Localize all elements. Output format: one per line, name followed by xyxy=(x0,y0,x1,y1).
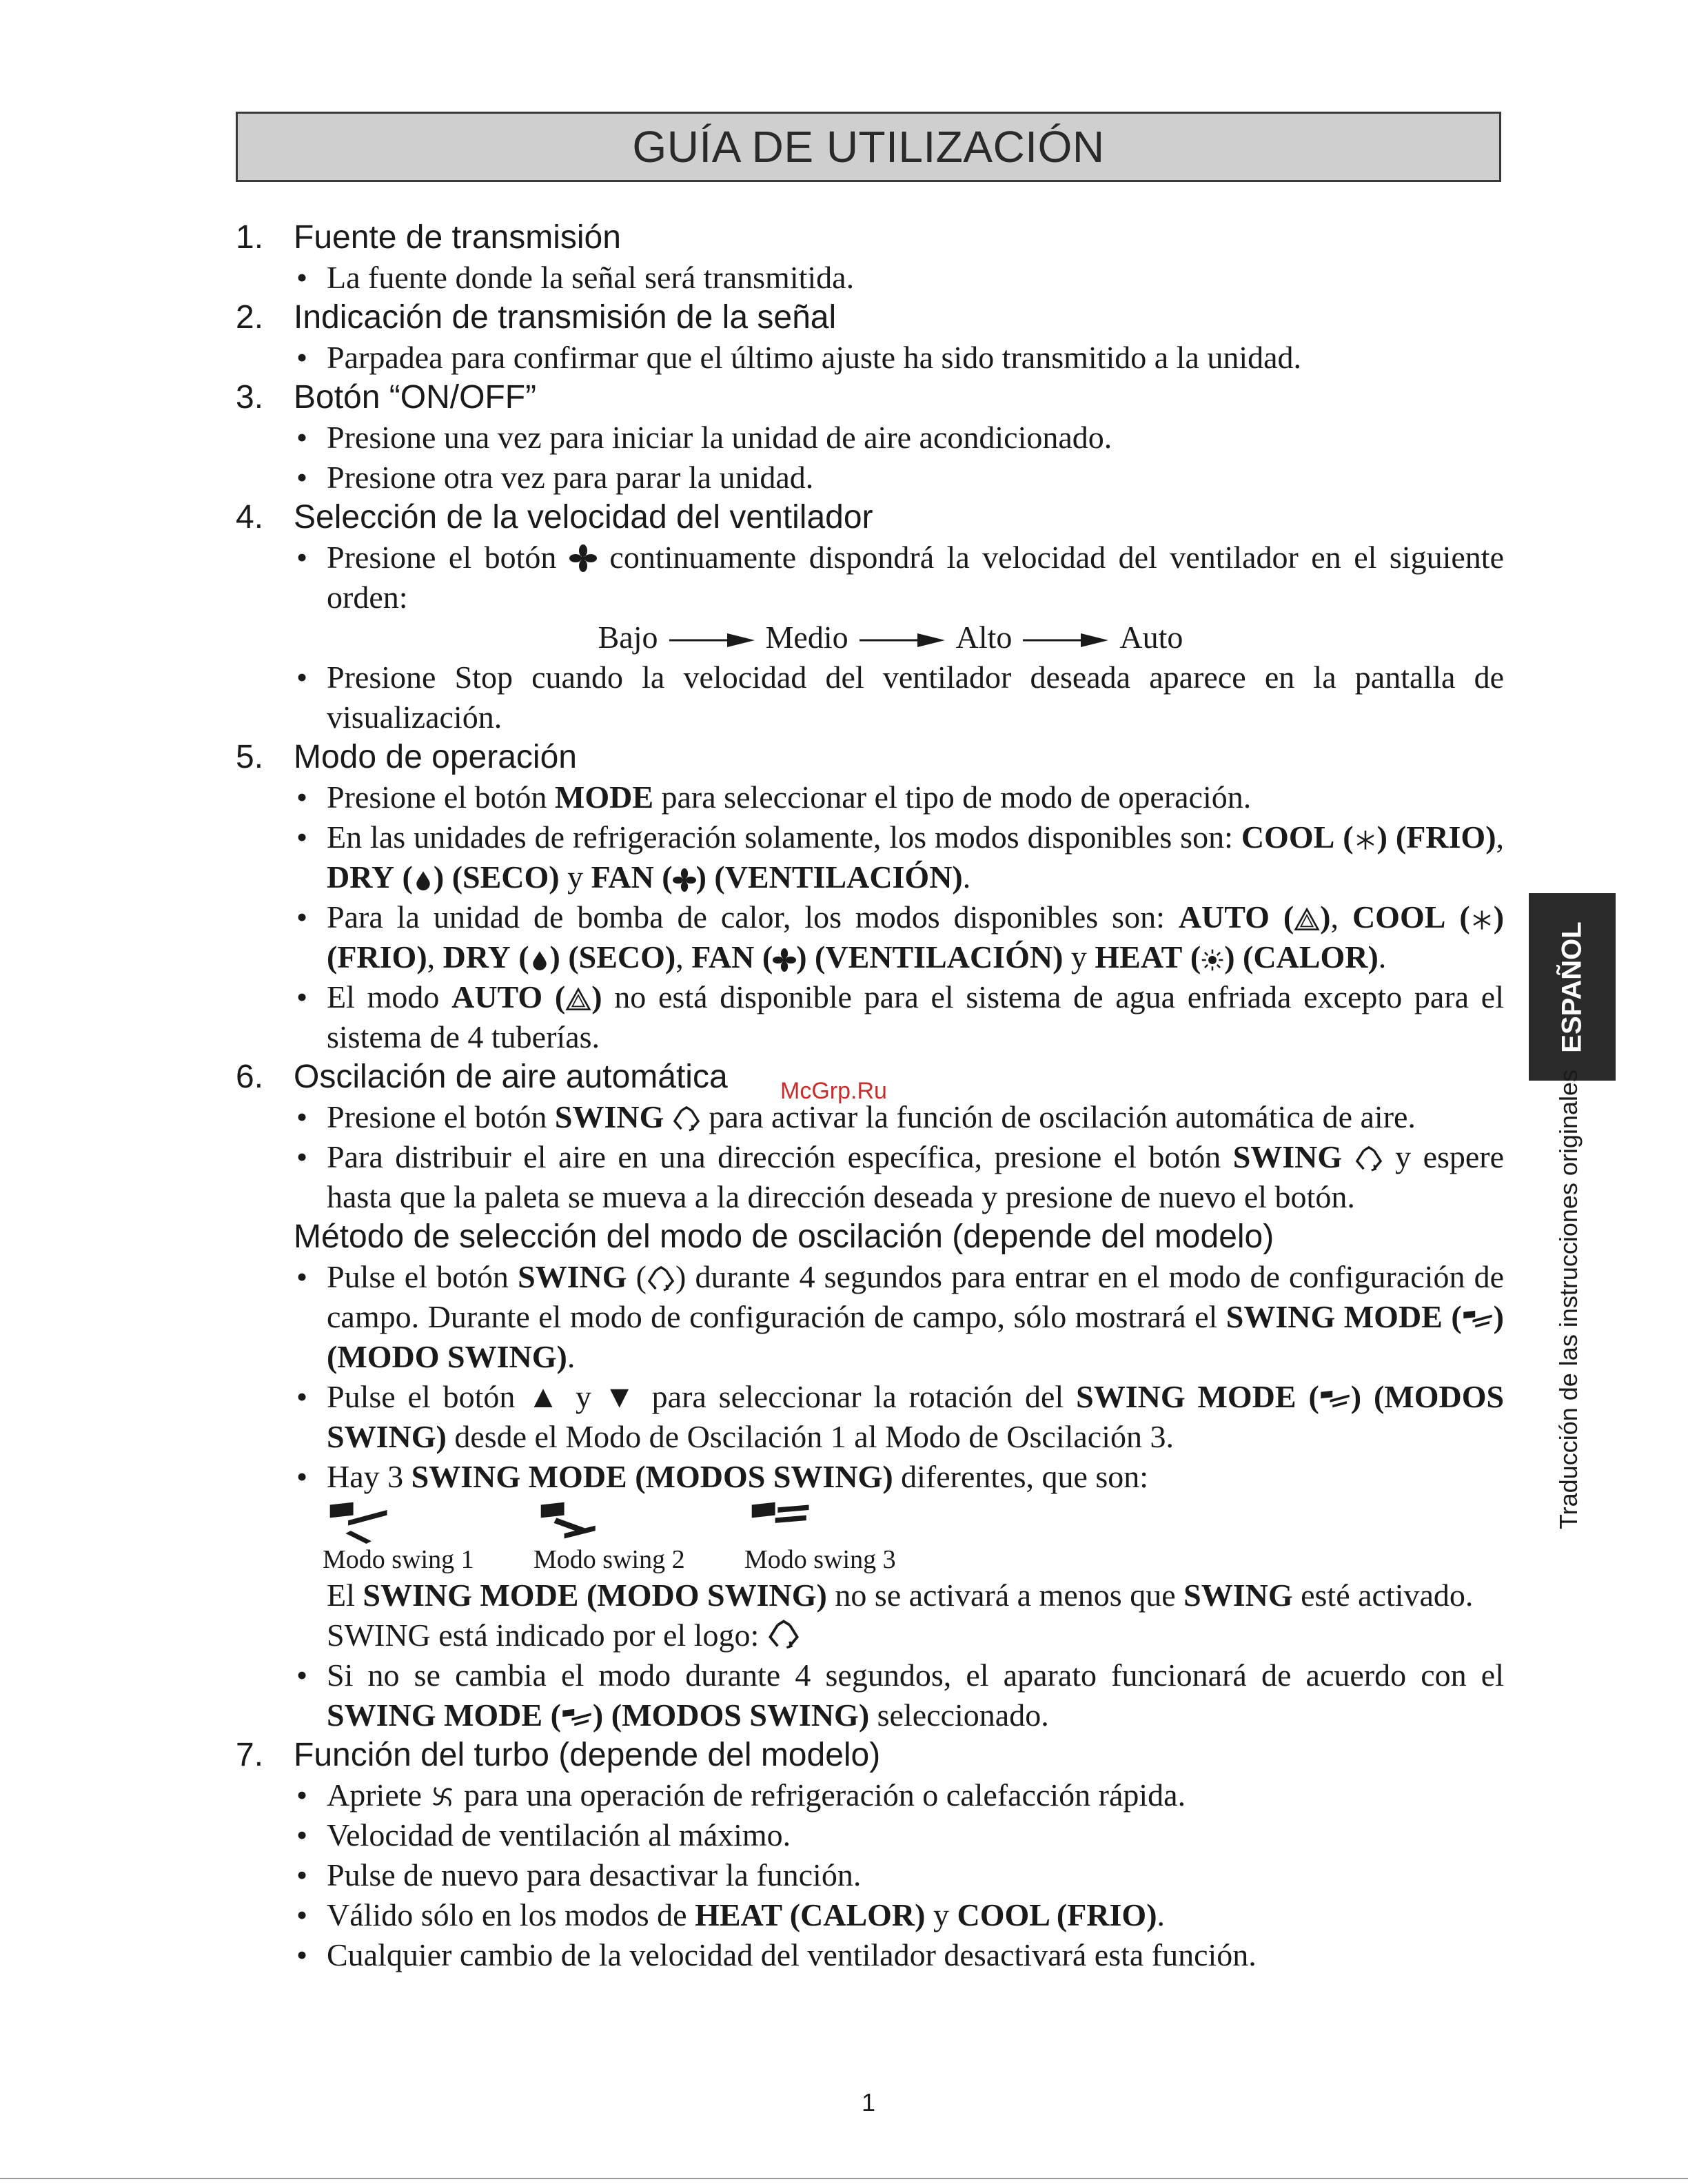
louver-icon xyxy=(1462,1309,1494,1331)
louver-icon xyxy=(1319,1389,1351,1411)
modos-swing-label: (MODOS SWING) xyxy=(327,1379,1505,1454)
cool-frio-label: COOL (FRIO) xyxy=(957,1897,1157,1932)
cool-label: COOL xyxy=(1352,899,1446,935)
swing-note-paragraph xyxy=(236,1575,1504,1615)
bullet-item xyxy=(236,538,1504,618)
text-run: y espere hasta que la paleta se mueva a la dirección deseada y presione de nuevo el botón. xyxy=(327,1139,1505,1214)
bullet-item: • Pulse de nuevo para desactivar la función. xyxy=(236,1855,1504,1895)
section-7-bullets xyxy=(236,1775,1504,1975)
page-title-box xyxy=(236,112,1501,182)
section-4-heading xyxy=(236,498,1504,538)
text-run: El modo xyxy=(327,979,440,1014)
section-5-bullets xyxy=(236,777,1504,1057)
bullet-item xyxy=(236,1895,1504,1935)
text-run: . xyxy=(1157,1897,1166,1932)
turbo-icon xyxy=(429,1784,456,1810)
section-number: 4. xyxy=(236,499,264,535)
text-run: esté activado. xyxy=(1301,1578,1474,1613)
text-run: Presione el botón xyxy=(327,540,557,575)
fan-icon xyxy=(569,544,597,572)
louver-icon xyxy=(536,1500,605,1544)
swing-method-subheading: Método de selección del modo de oscilación (depende del modelo) xyxy=(294,1218,1274,1255)
swing-mode-item xyxy=(744,1500,955,1575)
language-tab xyxy=(1529,893,1616,1081)
bullet-item: • Si no se cambia el modo durante 4 segundos, el aparato funcionará de acuerdo con el SWING MODE ( ) (MODOS SWING) seleccionado. xyxy=(236,1655,1504,1735)
language-tab-label: ESPAÑOL xyxy=(1556,921,1587,1053)
auto-mode-icon xyxy=(1294,907,1320,932)
modo-swing-label: (MODO SWING) xyxy=(586,1578,827,1613)
bottom-divider xyxy=(0,2178,1688,2179)
text-run: Para la unidad de bomba de calor, los modos disponibles son: xyxy=(327,899,1165,935)
text-run: y xyxy=(567,859,584,895)
section-title: Botón “ON/OFF” xyxy=(294,379,537,416)
dry-label: DRY xyxy=(327,859,395,895)
louver-icon xyxy=(325,1500,394,1544)
section-title: Indicación de transmisión de la señal xyxy=(294,299,837,336)
louver-icon xyxy=(561,1708,593,1730)
section-title: Modo de operación xyxy=(294,739,577,775)
bullet-item: • El modo AUTO ( ) no está disponible para el sistema de agua enfriada excepto para el sistema de 4 tuberías. xyxy=(236,977,1504,1057)
up-triangle-icon: ▲ xyxy=(527,1379,564,1414)
swing-mode-label: SWING MODE xyxy=(363,1578,579,1613)
vent-label: (VENTILACIÓN) xyxy=(714,859,963,895)
swing-label: SWING xyxy=(554,1099,664,1134)
bullet-item xyxy=(236,1775,1504,1815)
auto-mode-icon xyxy=(565,987,591,1012)
swing-method-bullets xyxy=(236,1257,1504,1497)
swing-icon xyxy=(647,1265,675,1292)
speed-low: Bajo xyxy=(598,620,658,655)
text-run: para seleccionar la rotación del xyxy=(651,1379,1064,1414)
sun-icon xyxy=(1201,948,1224,972)
bullet-item xyxy=(236,777,1504,817)
section-7-heading xyxy=(236,1735,1504,1775)
section-title: Función del turbo (depende del modelo) xyxy=(294,1737,881,1773)
modos-swing-label: (MODOS SWING) xyxy=(611,1697,870,1733)
auto-label: AUTO xyxy=(451,979,543,1014)
bullet-item: • Cualquier cambio de la velocidad del ventilador desactivará esta función. xyxy=(236,1935,1504,1975)
text-run: Para distribuir el aire en una dirección específica, presione el botón xyxy=(327,1139,1221,1174)
down-triangle-icon: ▼ xyxy=(603,1379,640,1414)
text-run: para una operación de refrigeración o calefacción rápida. xyxy=(463,1777,1186,1813)
swing-mode-label: SWING MODE xyxy=(411,1459,627,1494)
frio-label: (FRIO) xyxy=(327,939,427,974)
text-run: y xyxy=(933,1897,949,1932)
section-4-bullets xyxy=(236,538,1504,618)
vent-label: (VENTILACIÓN) xyxy=(815,939,1064,974)
instructions-content xyxy=(236,218,1504,1975)
text-run: Apriete xyxy=(327,1777,422,1813)
seco-label: (SECO) xyxy=(568,939,676,974)
modo-swing-label: (MODO SWING) xyxy=(327,1339,567,1374)
section-3-heading xyxy=(236,378,1504,418)
swing-final-bullets xyxy=(236,1655,1504,1735)
bullet-item: • En las unidades de refrigeración solamente, los modos disponibles son: COOL ( ) (FRIO), DRY ( ) (SECO) y FAN ( ) (VENTILACIÓN). xyxy=(236,817,1504,897)
snowflake-icon xyxy=(1354,828,1377,852)
section-4-bullets-2 xyxy=(236,657,1504,737)
section-title: Fuente de transmisión xyxy=(294,219,621,256)
section-2-bullets xyxy=(236,338,1504,378)
bullet-item: • La fuente donde la señal será transmitida. xyxy=(236,258,1504,298)
dry-label: DRY xyxy=(443,939,511,974)
arrow-right-icon xyxy=(669,633,755,647)
water-drop-icon xyxy=(529,948,550,972)
section-6-bullets xyxy=(236,1097,1504,1217)
bullet-item: • Parpadea para confirmar que el último ajuste ha sido transmitido a la unidad. xyxy=(236,338,1504,378)
swing-mode-label: Modo swing 1 xyxy=(323,1545,474,1574)
heat-calor-label: HEAT (CALOR) xyxy=(695,1897,926,1932)
text-run: y xyxy=(1070,939,1087,974)
bullet-item: • Presione una vez para iniciar la unidad de aire acondicionado. xyxy=(236,418,1504,458)
fan-label: FAN xyxy=(591,859,654,895)
side-note-text: Traducción de las instrucciones originales xyxy=(1554,1069,1583,1529)
text-run: En las unidades de refrigeración solamente, los modos disponibles son: xyxy=(327,819,1233,855)
swing-mode-list xyxy=(236,1500,1504,1575)
mode-label: MODE xyxy=(554,779,654,815)
text-run: Hay 3 xyxy=(327,1459,404,1494)
arrow-right-icon xyxy=(1023,633,1108,647)
swing-mode-item xyxy=(533,1500,744,1575)
bullet-item xyxy=(236,1097,1504,1137)
section-title: Selección de la velocidad del ventilador xyxy=(294,499,873,535)
calor-label: (CALOR) xyxy=(1243,939,1379,974)
fan-speed-sequence xyxy=(236,618,1504,657)
bullet-item xyxy=(236,1137,1504,1217)
text-run: y xyxy=(576,1379,592,1414)
text-run: El xyxy=(327,1578,355,1613)
section-number: 1. xyxy=(236,219,264,256)
seco-label: (SECO) xyxy=(451,859,560,895)
text-run: Presione el botón xyxy=(327,1099,547,1134)
fan-icon xyxy=(773,948,796,972)
bullet-item: • Velocidad de ventilación al máximo. xyxy=(236,1815,1504,1855)
bullet-item: • Pulse el botón SWING ( ) durante 4 segundos para entrar en el modo de configuración de campo. Durante el modo de configuración de campo, sólo mostrará el SWING MODE ( ) (MODO SWING). xyxy=(236,1257,1504,1377)
page-title: GUÍA DE UTILIZACIÓN xyxy=(632,122,1105,172)
swing-mode-label: Modo swing 2 xyxy=(533,1545,685,1574)
speed-medium: Medio xyxy=(765,620,848,655)
swing-mode-item xyxy=(323,1500,533,1575)
text-run: para seleccionar el tipo de modo de operación. xyxy=(661,779,1252,815)
swing-mode-label: SWING MODE xyxy=(327,1697,543,1733)
louver-icon xyxy=(747,1500,816,1544)
section-number: 3. xyxy=(236,379,264,416)
bullet-item: • Para la unidad de bomba de calor, los modos disponibles son: AUTO ( ), COOL ( ) (FRIO), DRY ( ) (SECO), FAN ( ) (VENTILACIÓN) y HEAT ( ) (CALOR). xyxy=(236,897,1504,977)
swing-label: SWING xyxy=(1183,1578,1293,1613)
swing-icon xyxy=(767,1618,800,1650)
heat-label: HEAT xyxy=(1095,939,1183,974)
frio-label: (FRIO) xyxy=(1395,819,1496,855)
cool-label: COOL xyxy=(1241,819,1335,855)
swing-icon xyxy=(1354,1145,1383,1172)
bullet-item xyxy=(236,1457,1504,1497)
fan-icon xyxy=(673,868,696,892)
bullet-item: • Presione otra vez para parar la unidad. xyxy=(236,458,1504,498)
section-number: 2. xyxy=(236,299,264,336)
arrow-right-icon xyxy=(860,633,945,647)
section-6-heading xyxy=(236,1057,1504,1097)
text-run: durante 4 segundos para entrar en el modo de configuración de campo. Durante el modo de configuración de campo, sólo mostrará el xyxy=(327,1259,1504,1334)
water-drop-icon xyxy=(413,868,434,892)
section-1-heading xyxy=(236,218,1504,258)
section-number: 5. xyxy=(236,739,264,775)
text-run: seleccionado. xyxy=(877,1697,1049,1733)
swing-label: SWING xyxy=(518,1259,627,1294)
snowflake-icon xyxy=(1470,908,1494,932)
auto-label: AUTO xyxy=(1178,899,1270,935)
text-run: SWING está indicado por el logo: xyxy=(327,1617,760,1653)
speed-auto: Auto xyxy=(1119,620,1183,655)
section-1-bullets xyxy=(236,258,1504,298)
text-run: diferentes, que son: xyxy=(901,1459,1149,1494)
swing-mode-label: SWING MODE xyxy=(1226,1299,1443,1334)
modos-swing-label: (MODOS SWING) xyxy=(635,1459,893,1494)
page-number: 1 xyxy=(862,2088,876,2116)
swing-logo-paragraph xyxy=(236,1615,1504,1655)
swing-label: SWING xyxy=(1232,1139,1343,1174)
fan-label: FAN xyxy=(691,939,755,974)
speed-high: Alto xyxy=(955,620,1013,655)
swing-icon xyxy=(672,1105,701,1132)
text-run: no está disponible para el sistema de agua enfriada excepto para el sistema de 4 tuberías. xyxy=(327,979,1504,1054)
bullet-item: • Presione Stop cuando la velocidad del ventilador deseada aparece en la pantalla de visualización. xyxy=(236,657,1504,737)
section-title: Oscilación de aire automática xyxy=(294,1059,728,1095)
section-3-bullets xyxy=(236,418,1504,498)
text-run: Si no se cambia el modo durante 4 segundos, el aparato funcionará de acuerdo con el xyxy=(327,1657,1504,1693)
section-number: 6. xyxy=(236,1059,264,1095)
section-number: 7. xyxy=(236,1737,264,1773)
text-run: no se activará a menos que xyxy=(835,1578,1176,1613)
text-run: desde el Modo de Oscilación 1 al Modo de Oscilación 3. xyxy=(454,1419,1175,1454)
text-run: Presione el botón xyxy=(327,779,547,815)
text-run: Pulse el botón xyxy=(327,1379,516,1414)
swing-mode-label: Modo swing 3 xyxy=(744,1545,896,1574)
text-run: Válido sólo en los modos de xyxy=(327,1897,687,1932)
watermark: McGrp.Ru xyxy=(780,1078,887,1104)
section-2-heading xyxy=(236,298,1504,338)
text-run: Pulse el botón xyxy=(327,1259,509,1294)
text-run: para activar la función de oscilación automática de aire. xyxy=(709,1099,1416,1134)
bullet-item: • Pulse el botón ▲ y ▼ para seleccionar la rotación del SWING MODE ( ) (MODOS SWING) desde el Modo de Oscilación 1 al Modo de Oscilación 3. xyxy=(236,1377,1504,1457)
section-5-heading xyxy=(236,737,1504,777)
swing-mode-label: SWING MODE xyxy=(1076,1379,1296,1414)
text-run: continuamente dispondrá la velocidad del ventilador en el siguiente orden: xyxy=(327,540,1504,615)
